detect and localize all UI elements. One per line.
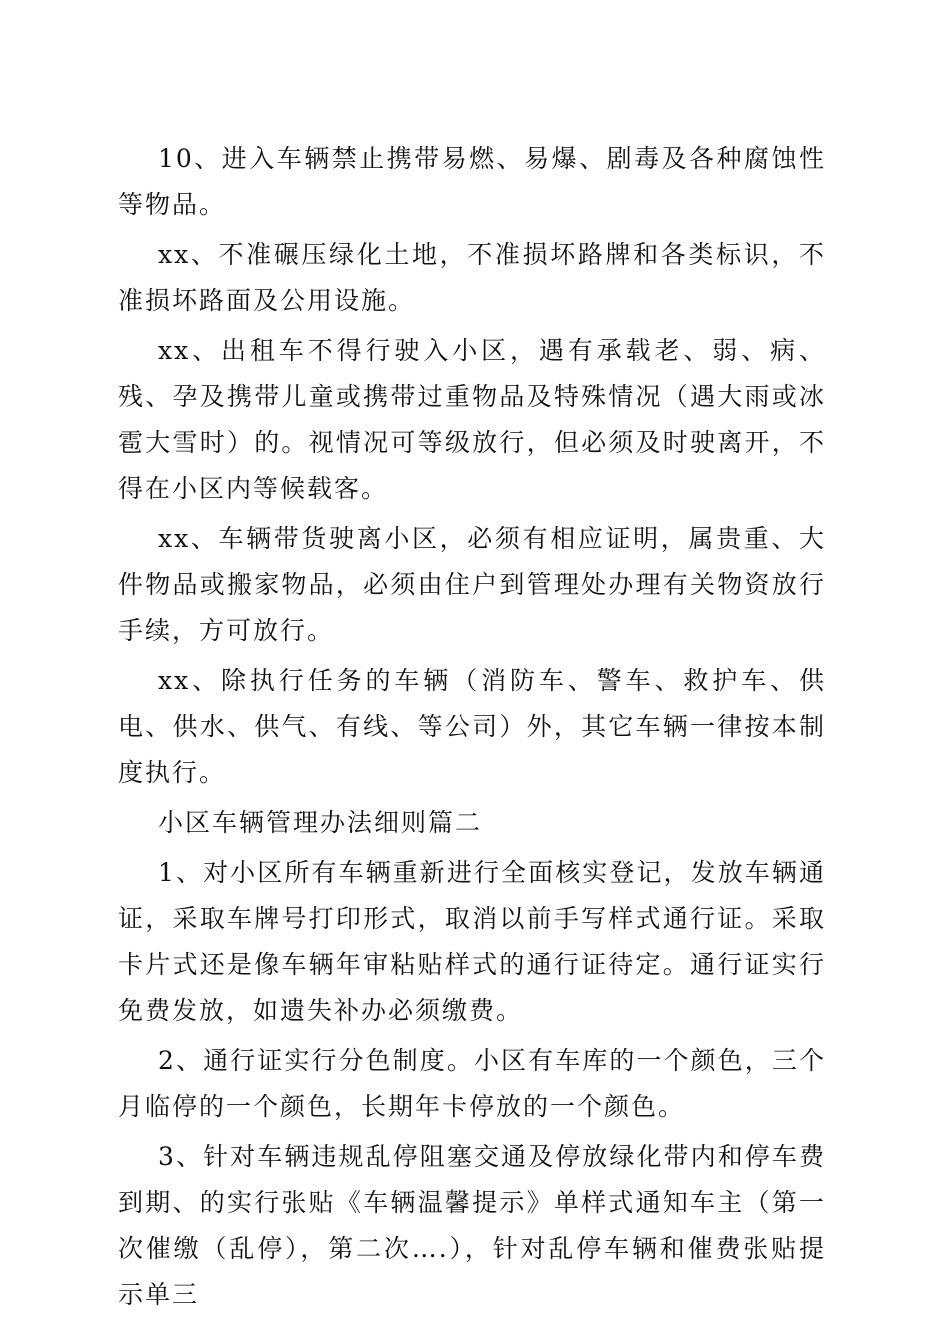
paragraph-item-10: 10、进入车辆禁止携带易燃、易爆、剧毒及各种腐蚀性等物品。 bbox=[118, 144, 826, 219]
section-paragraph-1: 1、对小区所有车辆重新进行全面核实登记，发放车辆通证，采取车牌号打印形式，取消以前手写样式通行证。采取卡片式还是像车辆年审粘贴样式的通行证待定。通行证实行免费发放，如遗失补办必须缴费。 bbox=[118, 858, 826, 1025]
section-paragraph-2: 2、通行证实行分色制度。小区有车库的一个颜色，三个月临停的一个颜色，长期年卡停放的一个颜色。 bbox=[118, 1046, 826, 1121]
document-body bbox=[118, 136, 826, 1322]
section-title: 小区车辆管理办法细则篇二 bbox=[158, 808, 483, 837]
section-paragraph-3: 3、针对车辆违规乱停阻塞交通及停放绿化带内和停车费到期、的实行张贴《车辆温馨提示》单样式通知车主（第一次催缴（乱停），第二次….），针对乱停车辆和催费张贴提示单三 bbox=[118, 1142, 826, 1309]
paragraph-green-land: xx、不准碾压绿化土地，不准损坏路牌和各类标识，不准损坏路面及公用设施。 bbox=[118, 240, 826, 315]
paragraph-cargo: xx、车辆带货驶离小区，必须有相应证明，属贵重、大件物品或搬家物品，必须由住户到管理处办理有关物资放行手续，方可放行。 bbox=[118, 524, 826, 645]
paragraph-exempt-vehicles: xx、除执行任务的车辆（消防车、警车、救护车、供电、供水、供气、有线、等公司）外，其它车辆一律按本制度执行。 bbox=[118, 666, 826, 787]
paragraph-taxi: xx、出租车不得行驶入小区，遇有承载老、弱、病、残、孕及携带儿童或携带过重物品及特殊情况（遇大雨或冰雹大雪时）的。视情况可等级放行，但必须及时驶离开，不得在小区内等候载客。 bbox=[118, 336, 826, 503]
